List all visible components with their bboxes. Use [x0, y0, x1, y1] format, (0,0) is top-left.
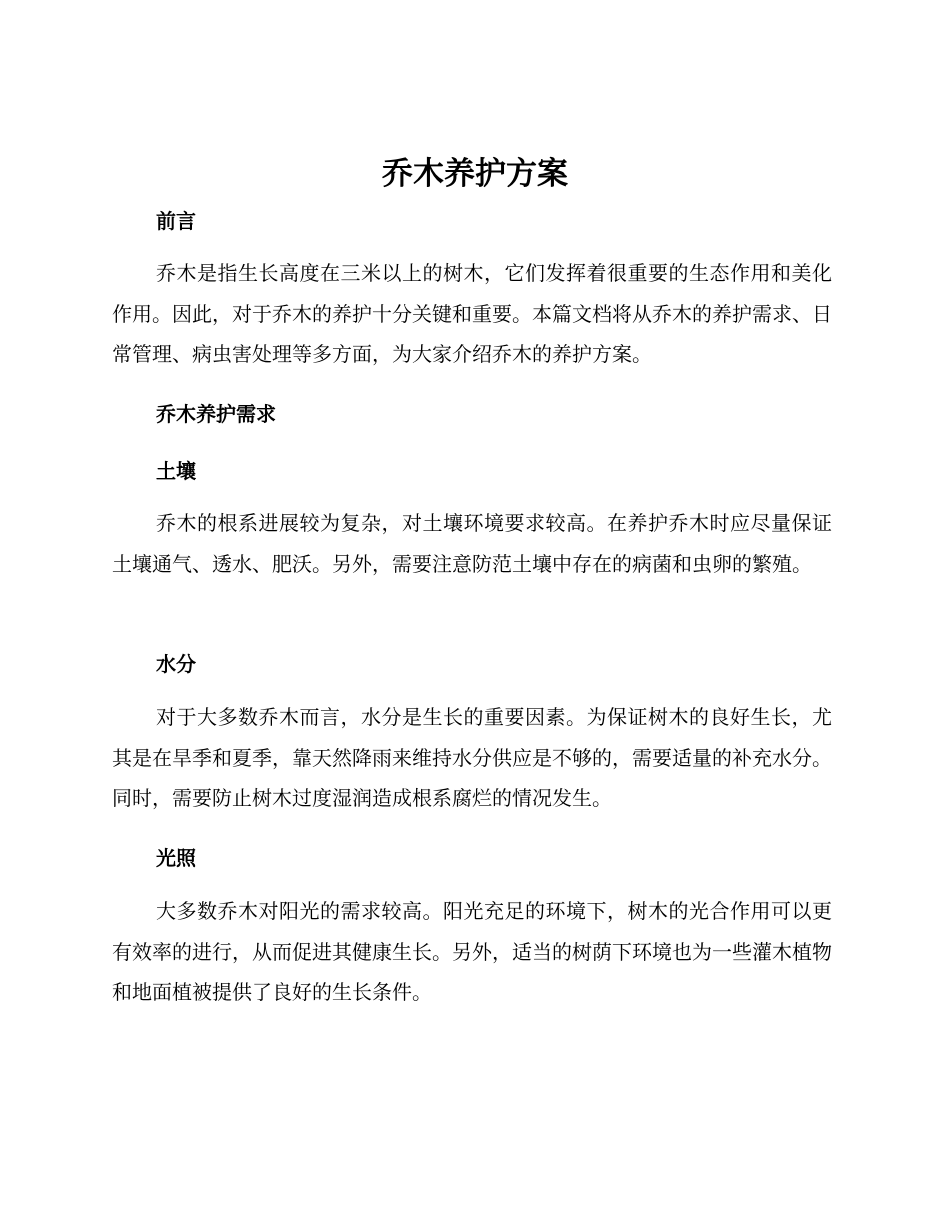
section-heading-soil: 土壤 [156, 459, 196, 483]
section-heading-light: 光照 [156, 846, 196, 870]
paragraph-preface: 乔木是指生长高度在三米以上的树木，它们发挥着很重要的生态作用和美化作用。因此，对于乔木的养护十分关键和重要。本篇文档将从乔木的养护需求、日常管理、病虫害处理等多方面，为大家介绍乔木的养护方案。 [112, 261, 832, 366]
section-heading-water: 水分 [156, 652, 196, 676]
section-heading-care-requirements: 乔木养护需求 [156, 402, 276, 426]
paragraph-soil: 乔木的根系进展较为复杂，对土壤环境要求较高。在养护乔木时应尽量保证土壤通气、透水、肥沃。另外，需要注意防范土壤中存在的病菌和虫卵的繁殖。 [112, 511, 832, 576]
section-heading-preface: 前言 [156, 209, 196, 233]
document-title: 乔木养护方案 [382, 156, 568, 192]
paragraph-light: 大多数乔木对阳光的需求较高。阳光充足的环境下，树木的光合作用可以更有效率的进行，从而促进其健康生长。另外，适当的树荫下环境也为一些灌木植物和地面植被提供了良好的生长条件。 [112, 899, 832, 1004]
paragraph-water: 对于大多数乔木而言，水分是生长的重要因素。为保证树木的良好生长，尤其是在旱季和夏季，靠天然降雨来维持水分供应是不够的，需要适量的补充水分。同时，需要防止树木过度湿润造成根系腐烂的情况发生。 [112, 705, 832, 810]
